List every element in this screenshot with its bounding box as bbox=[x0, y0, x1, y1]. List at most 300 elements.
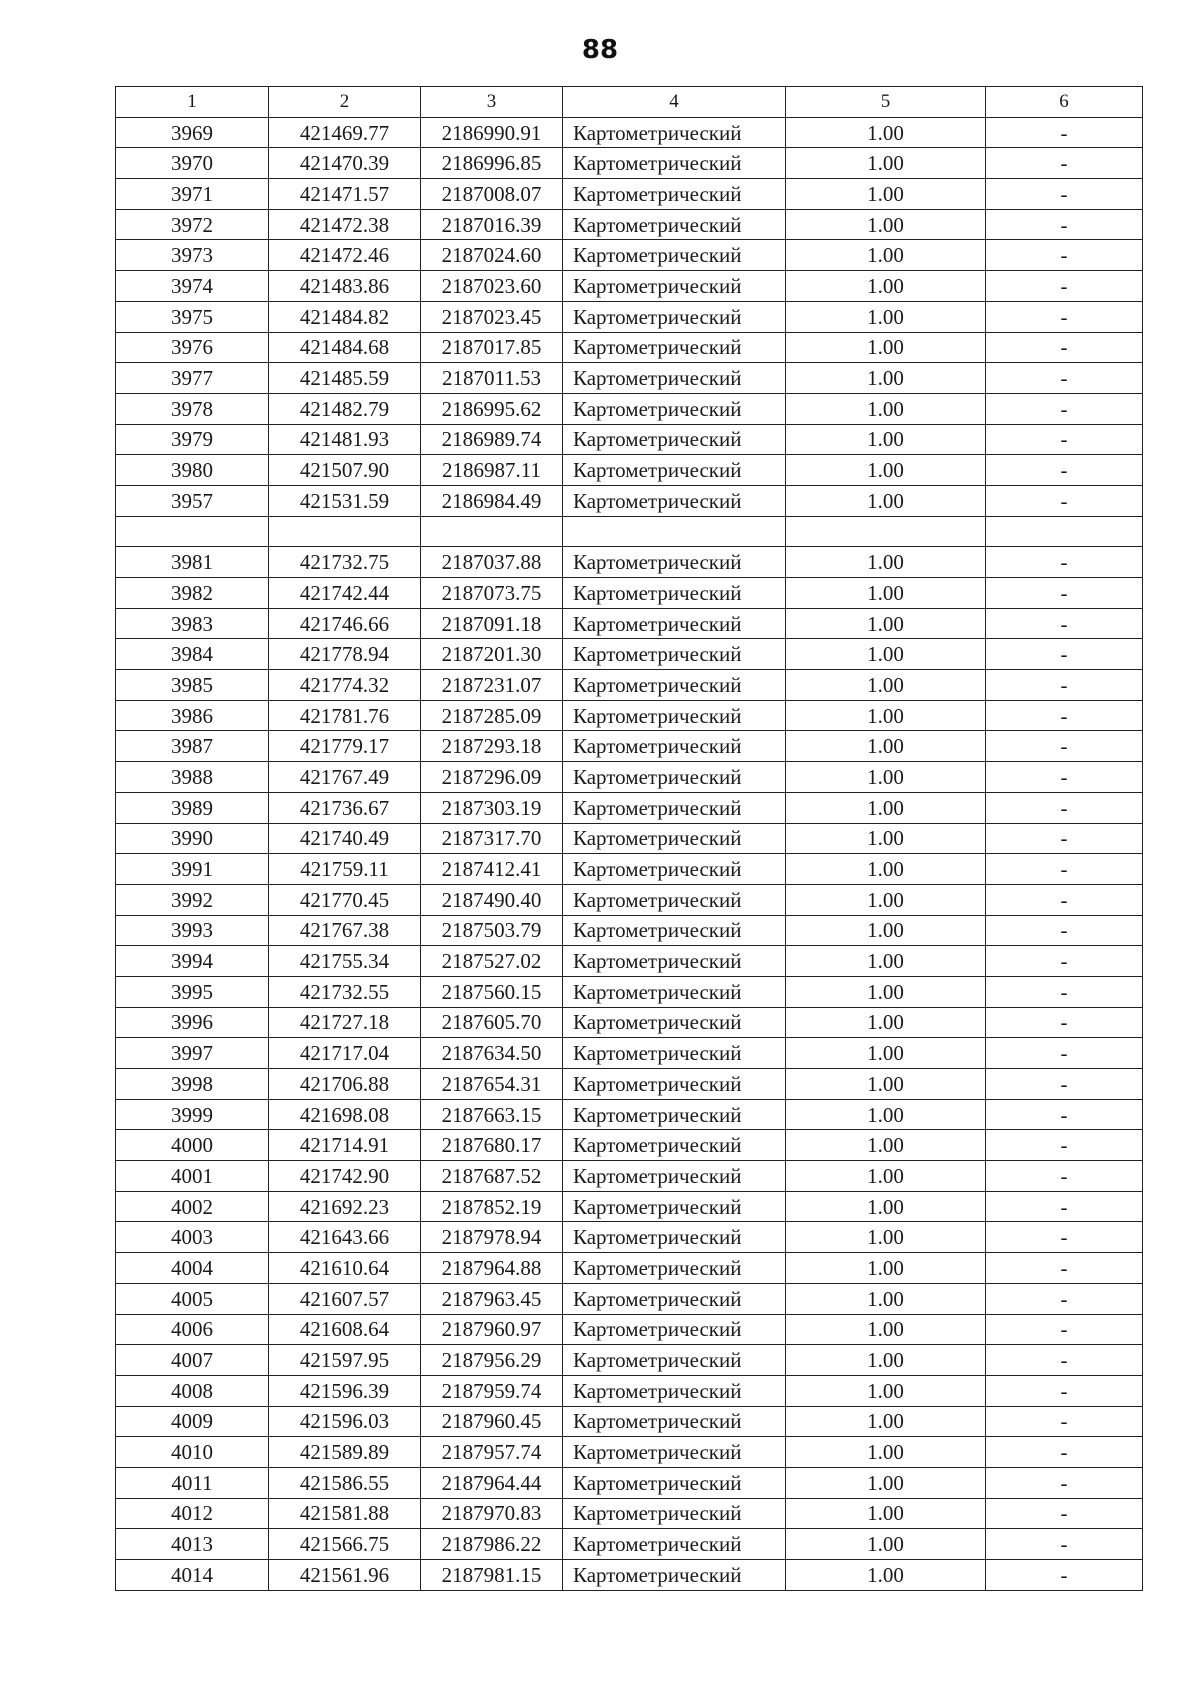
method-cell: Картометрический bbox=[563, 1345, 786, 1376]
accuracy-cell: 1.00 bbox=[786, 179, 986, 210]
table-row bbox=[116, 1253, 1143, 1284]
point-number-cell: 3993 bbox=[116, 915, 269, 946]
note-cell: - bbox=[986, 823, 1143, 854]
header-cell-col2: 2 bbox=[269, 87, 421, 118]
note-cell: - bbox=[986, 1345, 1143, 1376]
note-cell: - bbox=[986, 117, 1143, 148]
table-row bbox=[116, 1375, 1143, 1406]
accuracy-cell: 1.00 bbox=[786, 393, 986, 424]
x-coordinate-cell: 421692.23 bbox=[269, 1191, 421, 1222]
method-cell: Картометрический bbox=[563, 1191, 786, 1222]
point-number-cell: 4004 bbox=[116, 1253, 269, 1284]
point-number-cell: 3988 bbox=[116, 762, 269, 793]
note-cell: - bbox=[986, 639, 1143, 670]
y-coordinate-cell: 2186996.85 bbox=[421, 148, 563, 179]
x-coordinate-cell: 421746.66 bbox=[269, 608, 421, 639]
accuracy-cell: 1.00 bbox=[786, 1529, 986, 1560]
y-coordinate-cell: 2186984.49 bbox=[421, 485, 563, 516]
point-number-cell: 3994 bbox=[116, 946, 269, 977]
accuracy-cell: 1.00 bbox=[786, 148, 986, 179]
x-coordinate-cell bbox=[269, 516, 421, 547]
note-cell: - bbox=[986, 240, 1143, 271]
x-coordinate-cell: 421767.38 bbox=[269, 915, 421, 946]
note-cell: - bbox=[986, 762, 1143, 793]
note-cell: - bbox=[986, 1007, 1143, 1038]
accuracy-cell: 1.00 bbox=[786, 731, 986, 762]
accuracy-cell: 1.00 bbox=[786, 117, 986, 148]
y-coordinate-cell: 2187503.79 bbox=[421, 915, 563, 946]
note-cell: - bbox=[986, 731, 1143, 762]
y-coordinate-cell: 2186989.74 bbox=[421, 424, 563, 455]
accuracy-cell: 1.00 bbox=[786, 424, 986, 455]
method-cell: Картометрический bbox=[563, 946, 786, 977]
table-row bbox=[116, 1161, 1143, 1192]
table-row bbox=[116, 1099, 1143, 1130]
table-row bbox=[116, 915, 1143, 946]
table-row bbox=[116, 700, 1143, 731]
y-coordinate-cell: 2187978.94 bbox=[421, 1222, 563, 1253]
note-cell: - bbox=[986, 332, 1143, 363]
point-number-cell: 3957 bbox=[116, 485, 269, 516]
x-coordinate-cell: 421581.88 bbox=[269, 1498, 421, 1529]
accuracy-cell: 1.00 bbox=[786, 1314, 986, 1345]
point-number-cell: 3991 bbox=[116, 854, 269, 885]
method-cell: Картометрический bbox=[563, 1099, 786, 1130]
accuracy-cell: 1.00 bbox=[786, 363, 986, 394]
point-number-cell: 3995 bbox=[116, 976, 269, 1007]
x-coordinate-cell: 421566.75 bbox=[269, 1529, 421, 1560]
x-coordinate-cell: 421596.39 bbox=[269, 1375, 421, 1406]
method-cell: Картометрический bbox=[563, 608, 786, 639]
x-coordinate-cell: 421774.32 bbox=[269, 670, 421, 701]
point-number-cell: 4003 bbox=[116, 1222, 269, 1253]
note-cell: - bbox=[986, 1038, 1143, 1069]
table-row bbox=[116, 731, 1143, 762]
accuracy-cell: 1.00 bbox=[786, 332, 986, 363]
x-coordinate-cell: 421727.18 bbox=[269, 1007, 421, 1038]
point-number-cell: 3996 bbox=[116, 1007, 269, 1038]
y-coordinate-cell: 2187293.18 bbox=[421, 731, 563, 762]
note-cell: - bbox=[986, 854, 1143, 885]
x-coordinate-cell: 421485.59 bbox=[269, 363, 421, 394]
y-coordinate-cell: 2187956.29 bbox=[421, 1345, 563, 1376]
y-coordinate-cell: 2187317.70 bbox=[421, 823, 563, 854]
method-cell: Картометрический bbox=[563, 1529, 786, 1560]
table-row bbox=[116, 1437, 1143, 1468]
table-row bbox=[116, 670, 1143, 701]
y-coordinate-cell: 2187663.15 bbox=[421, 1099, 563, 1130]
method-cell: Картометрический bbox=[563, 1038, 786, 1069]
note-cell: - bbox=[986, 578, 1143, 609]
point-number-cell: 4002 bbox=[116, 1191, 269, 1222]
table-row bbox=[116, 639, 1143, 670]
y-coordinate-cell: 2187024.60 bbox=[421, 240, 563, 271]
point-number-cell: 3979 bbox=[116, 424, 269, 455]
point-number-cell: 4001 bbox=[116, 1161, 269, 1192]
method-cell: Картометрический bbox=[563, 1437, 786, 1468]
point-number-cell: 4009 bbox=[116, 1406, 269, 1437]
y-coordinate-cell: 2187527.02 bbox=[421, 946, 563, 977]
note-cell: - bbox=[986, 1437, 1143, 1468]
table-row bbox=[116, 148, 1143, 179]
note-cell: - bbox=[986, 301, 1143, 332]
method-cell: Картометрический bbox=[563, 1130, 786, 1161]
method-cell: Картометрический bbox=[563, 915, 786, 946]
note-cell: - bbox=[986, 915, 1143, 946]
point-number-cell: 3985 bbox=[116, 670, 269, 701]
note-cell: - bbox=[986, 1406, 1143, 1437]
method-cell: Картометрический bbox=[563, 1375, 786, 1406]
point-number-cell: 4013 bbox=[116, 1529, 269, 1560]
table-row bbox=[116, 547, 1143, 578]
accuracy-cell: 1.00 bbox=[786, 1345, 986, 1376]
method-cell: Картометрический bbox=[563, 700, 786, 731]
note-cell: - bbox=[986, 547, 1143, 578]
method-cell: Картометрический bbox=[563, 1498, 786, 1529]
y-coordinate-cell: 2187560.15 bbox=[421, 976, 563, 1007]
point-number-cell: 3972 bbox=[116, 209, 269, 240]
method-cell: Картометрический bbox=[563, 393, 786, 424]
point-number-cell: 3998 bbox=[116, 1069, 269, 1100]
point-number-cell: 4006 bbox=[116, 1314, 269, 1345]
y-coordinate-cell: 2187073.75 bbox=[421, 578, 563, 609]
point-number-cell: 3971 bbox=[116, 179, 269, 210]
x-coordinate-cell: 421484.68 bbox=[269, 332, 421, 363]
table-row bbox=[116, 117, 1143, 148]
x-coordinate-cell: 421778.94 bbox=[269, 639, 421, 670]
method-cell: Картометрический bbox=[563, 823, 786, 854]
accuracy-cell: 1.00 bbox=[786, 1560, 986, 1591]
accuracy-cell: 1.00 bbox=[786, 762, 986, 793]
point-number-cell: 3973 bbox=[116, 240, 269, 271]
note-cell: - bbox=[986, 363, 1143, 394]
x-coordinate-cell: 421531.59 bbox=[269, 485, 421, 516]
x-coordinate-cell: 421740.49 bbox=[269, 823, 421, 854]
x-coordinate-cell: 421597.95 bbox=[269, 1345, 421, 1376]
note-cell: - bbox=[986, 485, 1143, 516]
accuracy-cell: 1.00 bbox=[786, 915, 986, 946]
y-coordinate-cell: 2187011.53 bbox=[421, 363, 563, 394]
y-coordinate-cell: 2186995.62 bbox=[421, 393, 563, 424]
point-number-cell bbox=[116, 516, 269, 547]
table-row bbox=[116, 393, 1143, 424]
x-coordinate-cell: 421483.86 bbox=[269, 271, 421, 302]
accuracy-cell: 1.00 bbox=[786, 1498, 986, 1529]
x-coordinate-cell: 421742.44 bbox=[269, 578, 421, 609]
y-coordinate-cell: 2187231.07 bbox=[421, 670, 563, 701]
method-cell: Картометрический bbox=[563, 670, 786, 701]
y-coordinate-cell: 2187285.09 bbox=[421, 700, 563, 731]
table-row bbox=[116, 363, 1143, 394]
x-coordinate-cell: 421472.38 bbox=[269, 209, 421, 240]
x-coordinate-cell: 421779.17 bbox=[269, 731, 421, 762]
accuracy-cell: 1.00 bbox=[786, 301, 986, 332]
x-coordinate-cell: 421767.49 bbox=[269, 762, 421, 793]
point-number-cell: 4007 bbox=[116, 1345, 269, 1376]
method-cell: Картометрический bbox=[563, 209, 786, 240]
header-row bbox=[116, 87, 1143, 118]
x-coordinate-cell: 421589.89 bbox=[269, 1437, 421, 1468]
y-coordinate-cell: 2187605.70 bbox=[421, 1007, 563, 1038]
note-cell: - bbox=[986, 976, 1143, 1007]
x-coordinate-cell: 421732.75 bbox=[269, 547, 421, 578]
x-coordinate-cell: 421736.67 bbox=[269, 792, 421, 823]
table-row bbox=[116, 578, 1143, 609]
y-coordinate-cell: 2187964.44 bbox=[421, 1467, 563, 1498]
header-cell-col4: 4 bbox=[563, 87, 786, 118]
x-coordinate-cell: 421471.57 bbox=[269, 179, 421, 210]
point-number-cell: 3983 bbox=[116, 608, 269, 639]
accuracy-cell: 1.00 bbox=[786, 976, 986, 1007]
method-cell: Картометрический bbox=[563, 179, 786, 210]
method-cell bbox=[563, 516, 786, 547]
accuracy-cell: 1.00 bbox=[786, 547, 986, 578]
accuracy-cell: 1.00 bbox=[786, 639, 986, 670]
note-cell: - bbox=[986, 1191, 1143, 1222]
y-coordinate-cell: 2187296.09 bbox=[421, 762, 563, 793]
x-coordinate-cell: 421607.57 bbox=[269, 1283, 421, 1314]
y-coordinate-cell: 2187016.39 bbox=[421, 209, 563, 240]
point-number-cell: 4005 bbox=[116, 1283, 269, 1314]
x-coordinate-cell: 421481.93 bbox=[269, 424, 421, 455]
accuracy-cell: 1.00 bbox=[786, 1099, 986, 1130]
x-coordinate-cell: 421596.03 bbox=[269, 1406, 421, 1437]
x-coordinate-cell: 421759.11 bbox=[269, 854, 421, 885]
method-cell: Картометрический bbox=[563, 578, 786, 609]
y-coordinate-cell bbox=[421, 516, 563, 547]
y-coordinate-cell: 2186990.91 bbox=[421, 117, 563, 148]
method-cell: Картометрический bbox=[563, 854, 786, 885]
accuracy-cell: 1.00 bbox=[786, 946, 986, 977]
y-coordinate-cell: 2187654.31 bbox=[421, 1069, 563, 1100]
table-row bbox=[116, 1069, 1143, 1100]
header-cell-col1: 1 bbox=[116, 87, 269, 118]
note-cell: - bbox=[986, 946, 1143, 977]
point-number-cell: 3976 bbox=[116, 332, 269, 363]
note-cell: - bbox=[986, 179, 1143, 210]
y-coordinate-cell: 2187680.17 bbox=[421, 1130, 563, 1161]
method-cell: Картометрический bbox=[563, 547, 786, 578]
point-number-cell: 3981 bbox=[116, 547, 269, 578]
point-number-cell: 3984 bbox=[116, 639, 269, 670]
x-coordinate-cell: 421755.34 bbox=[269, 946, 421, 977]
point-number-cell: 3987 bbox=[116, 731, 269, 762]
x-coordinate-cell: 421484.82 bbox=[269, 301, 421, 332]
method-cell: Картометрический bbox=[563, 1406, 786, 1437]
note-cell: - bbox=[986, 148, 1143, 179]
point-number-cell: 4010 bbox=[116, 1437, 269, 1468]
method-cell: Картометрический bbox=[563, 976, 786, 1007]
method-cell: Картометрический bbox=[563, 332, 786, 363]
x-coordinate-cell: 421470.39 bbox=[269, 148, 421, 179]
table-row bbox=[116, 1467, 1143, 1498]
accuracy-cell: 1.00 bbox=[786, 578, 986, 609]
point-number-cell: 3999 bbox=[116, 1099, 269, 1130]
x-coordinate-cell: 421732.55 bbox=[269, 976, 421, 1007]
x-coordinate-cell: 421742.90 bbox=[269, 1161, 421, 1192]
y-coordinate-cell: 2187963.45 bbox=[421, 1283, 563, 1314]
method-cell: Картометрический bbox=[563, 240, 786, 271]
note-cell: - bbox=[986, 884, 1143, 915]
header-cell-col6: 6 bbox=[986, 87, 1143, 118]
method-cell: Картометрический bbox=[563, 792, 786, 823]
point-number-cell: 3982 bbox=[116, 578, 269, 609]
accuracy-cell: 1.00 bbox=[786, 884, 986, 915]
y-coordinate-cell: 2187634.50 bbox=[421, 1038, 563, 1069]
y-coordinate-cell: 2187037.88 bbox=[421, 547, 563, 578]
point-number-cell: 3989 bbox=[116, 792, 269, 823]
note-cell: - bbox=[986, 1130, 1143, 1161]
accuracy-cell: 1.00 bbox=[786, 455, 986, 486]
accuracy-cell: 1.00 bbox=[786, 1130, 986, 1161]
table-row bbox=[116, 209, 1143, 240]
table-row bbox=[116, 301, 1143, 332]
table-row bbox=[116, 1007, 1143, 1038]
table-row bbox=[116, 485, 1143, 516]
y-coordinate-cell: 2187960.97 bbox=[421, 1314, 563, 1345]
method-cell: Картометрический bbox=[563, 424, 786, 455]
method-cell: Картометрический bbox=[563, 1222, 786, 1253]
point-number-cell: 3980 bbox=[116, 455, 269, 486]
y-coordinate-cell: 2187852.19 bbox=[421, 1191, 563, 1222]
note-cell bbox=[986, 516, 1143, 547]
accuracy-cell: 1.00 bbox=[786, 1038, 986, 1069]
accuracy-cell: 1.00 bbox=[786, 1222, 986, 1253]
accuracy-cell: 1.00 bbox=[786, 1191, 986, 1222]
method-cell: Картометрический bbox=[563, 1007, 786, 1038]
method-cell: Картометрический bbox=[563, 1253, 786, 1284]
point-number-cell: 3969 bbox=[116, 117, 269, 148]
x-coordinate-cell: 421706.88 bbox=[269, 1069, 421, 1100]
x-coordinate-cell: 421781.76 bbox=[269, 700, 421, 731]
table-row bbox=[116, 332, 1143, 363]
table-row bbox=[116, 240, 1143, 271]
accuracy-cell: 1.00 bbox=[786, 1283, 986, 1314]
table-row bbox=[116, 271, 1143, 302]
point-number-cell: 3977 bbox=[116, 363, 269, 394]
x-coordinate-cell: 421482.79 bbox=[269, 393, 421, 424]
y-coordinate-cell: 2187091.18 bbox=[421, 608, 563, 639]
table-row bbox=[116, 1529, 1143, 1560]
note-cell: - bbox=[986, 1283, 1143, 1314]
note-cell: - bbox=[986, 1529, 1143, 1560]
table-row bbox=[116, 823, 1143, 854]
accuracy-cell: 1.00 bbox=[786, 1007, 986, 1038]
table-row bbox=[116, 179, 1143, 210]
y-coordinate-cell: 2187017.85 bbox=[421, 332, 563, 363]
accuracy-cell: 1.00 bbox=[786, 485, 986, 516]
note-cell: - bbox=[986, 1467, 1143, 1498]
y-coordinate-cell: 2187490.40 bbox=[421, 884, 563, 915]
method-cell: Картометрический bbox=[563, 117, 786, 148]
accuracy-cell: 1.00 bbox=[786, 240, 986, 271]
accuracy-cell: 1.00 bbox=[786, 854, 986, 885]
note-cell: - bbox=[986, 393, 1143, 424]
table-row bbox=[116, 762, 1143, 793]
y-coordinate-cell: 2187201.30 bbox=[421, 639, 563, 670]
method-cell: Картометрический bbox=[563, 1069, 786, 1100]
note-cell: - bbox=[986, 1069, 1143, 1100]
accuracy-cell: 1.00 bbox=[786, 1375, 986, 1406]
method-cell: Картометрический bbox=[563, 884, 786, 915]
x-coordinate-cell: 421472.46 bbox=[269, 240, 421, 271]
note-cell: - bbox=[986, 209, 1143, 240]
y-coordinate-cell: 2187970.83 bbox=[421, 1498, 563, 1529]
note-cell: - bbox=[986, 1161, 1143, 1192]
header-cell-col5: 5 bbox=[786, 87, 986, 118]
point-number-cell: 3990 bbox=[116, 823, 269, 854]
x-coordinate-cell: 421586.55 bbox=[269, 1467, 421, 1498]
note-cell: - bbox=[986, 700, 1143, 731]
point-number-cell: 3992 bbox=[116, 884, 269, 915]
table-row bbox=[116, 1314, 1143, 1345]
point-number-cell: 3975 bbox=[116, 301, 269, 332]
table-row bbox=[116, 884, 1143, 915]
point-number-cell: 3986 bbox=[116, 700, 269, 731]
method-cell: Картометрический bbox=[563, 1161, 786, 1192]
accuracy-cell: 1.00 bbox=[786, 1437, 986, 1468]
table-row bbox=[116, 1191, 1143, 1222]
method-cell: Картометрический bbox=[563, 148, 786, 179]
x-coordinate-cell: 421643.66 bbox=[269, 1222, 421, 1253]
accuracy-cell: 1.00 bbox=[786, 823, 986, 854]
x-coordinate-cell: 421608.64 bbox=[269, 1314, 421, 1345]
note-cell: - bbox=[986, 1099, 1143, 1130]
method-cell: Картометрический bbox=[563, 455, 786, 486]
accuracy-cell: 1.00 bbox=[786, 1069, 986, 1100]
table-row bbox=[116, 608, 1143, 639]
table-body bbox=[116, 117, 1143, 1590]
y-coordinate-cell: 2187303.19 bbox=[421, 792, 563, 823]
table-row bbox=[116, 946, 1143, 977]
method-cell: Картометрический bbox=[563, 485, 786, 516]
point-number-cell: 3970 bbox=[116, 148, 269, 179]
method-cell: Картометрический bbox=[563, 639, 786, 670]
table-row bbox=[116, 424, 1143, 455]
table-row bbox=[116, 516, 1143, 547]
table-row bbox=[116, 1345, 1143, 1376]
y-coordinate-cell: 2186987.11 bbox=[421, 455, 563, 486]
accuracy-cell: 1.00 bbox=[786, 1161, 986, 1192]
x-coordinate-cell: 421561.96 bbox=[269, 1560, 421, 1591]
note-cell: - bbox=[986, 1253, 1143, 1284]
x-coordinate-cell: 421469.77 bbox=[269, 117, 421, 148]
table-row bbox=[116, 1283, 1143, 1314]
note-cell: - bbox=[986, 271, 1143, 302]
table-row bbox=[116, 854, 1143, 885]
note-cell: - bbox=[986, 608, 1143, 639]
x-coordinate-cell: 421507.90 bbox=[269, 455, 421, 486]
accuracy-cell: 1.00 bbox=[786, 271, 986, 302]
table-row bbox=[116, 976, 1143, 1007]
accuracy-cell: 1.00 bbox=[786, 670, 986, 701]
point-number-cell: 4011 bbox=[116, 1467, 269, 1498]
note-cell: - bbox=[986, 1314, 1143, 1345]
method-cell: Картометрический bbox=[563, 1314, 786, 1345]
note-cell: - bbox=[986, 1560, 1143, 1591]
y-coordinate-cell: 2187023.60 bbox=[421, 271, 563, 302]
method-cell: Картометрический bbox=[563, 271, 786, 302]
accuracy-cell: 1.00 bbox=[786, 1467, 986, 1498]
point-number-cell: 3974 bbox=[116, 271, 269, 302]
y-coordinate-cell: 2187687.52 bbox=[421, 1161, 563, 1192]
note-cell: - bbox=[986, 670, 1143, 701]
note-cell: - bbox=[986, 792, 1143, 823]
y-coordinate-cell: 2187964.88 bbox=[421, 1253, 563, 1284]
x-coordinate-cell: 421770.45 bbox=[269, 884, 421, 915]
note-cell: - bbox=[986, 424, 1143, 455]
x-coordinate-cell: 421698.08 bbox=[269, 1099, 421, 1130]
